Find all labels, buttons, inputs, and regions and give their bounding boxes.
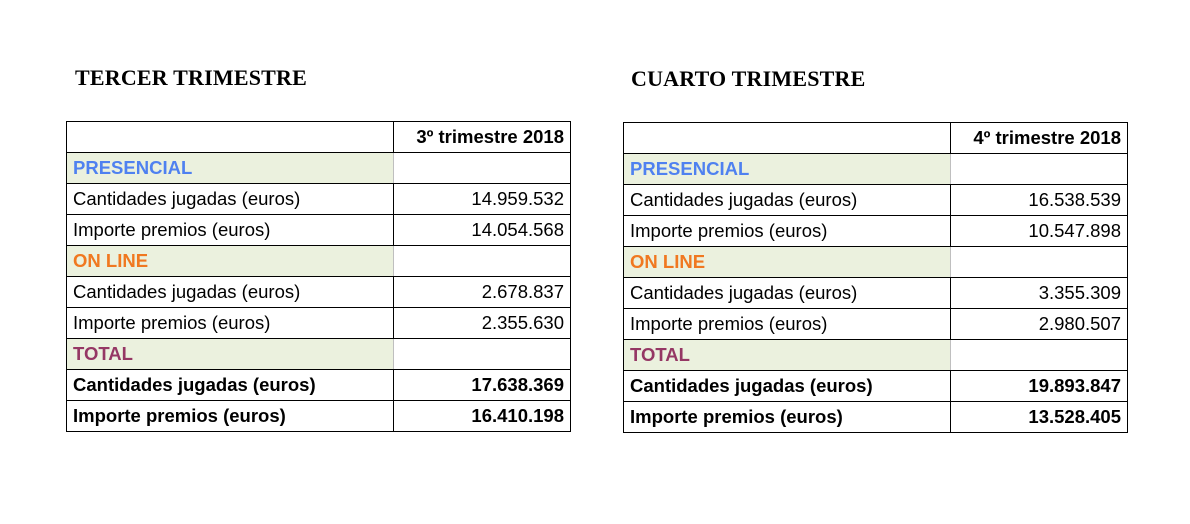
table-row [624, 371, 1128, 402]
row-value: 2.980.507 [951, 309, 1128, 340]
table-row [67, 184, 571, 215]
table-header-row [624, 123, 1128, 154]
table-row [624, 278, 1128, 309]
section-row-total [67, 339, 571, 370]
row-label: Importe premios (euros) [67, 401, 394, 432]
section-blank-cell [394, 153, 571, 184]
table-row [67, 215, 571, 246]
row-value: 2.678.837 [394, 277, 571, 308]
section-label-online: ON LINE [67, 246, 394, 277]
fourth-quarter-heading: CUARTO TRIMESTRE [631, 66, 866, 91]
section-blank-cell [951, 340, 1128, 371]
section-blank-cell [951, 154, 1128, 185]
row-value: 17.638.369 [394, 370, 571, 401]
row-label: Importe premios (euros) [624, 309, 951, 340]
table-row [624, 309, 1128, 340]
third-quarter-table [66, 121, 571, 432]
table-row [67, 370, 571, 401]
section-row-presencial [67, 153, 571, 184]
section-blank-cell [951, 247, 1128, 278]
fourth-quarter-table [623, 122, 1128, 433]
row-value: 14.959.532 [394, 184, 571, 215]
third-quarter-heading: TERCER TRIMESTRE [75, 65, 308, 90]
table-row [67, 277, 571, 308]
table-row [67, 308, 571, 339]
column-header: 3º trimestre 2018 [394, 122, 571, 153]
row-label: Cantidades jugadas (euros) [67, 184, 394, 215]
section-row-total [624, 340, 1128, 371]
section-row-presencial [624, 154, 1128, 185]
header-empty-cell [67, 122, 394, 153]
row-label: Cantidades jugadas (euros) [624, 185, 951, 216]
table-row [624, 216, 1128, 247]
row-label: Importe premios (euros) [67, 308, 394, 339]
section-blank-cell [394, 246, 571, 277]
row-value: 2.355.630 [394, 308, 571, 339]
row-value: 16.410.198 [394, 401, 571, 432]
table-row [624, 402, 1128, 433]
row-label: Importe premios (euros) [624, 402, 951, 433]
section-row-online [67, 246, 571, 277]
table-row [624, 185, 1128, 216]
row-value: 10.547.898 [951, 216, 1128, 247]
row-value: 19.893.847 [951, 371, 1128, 402]
row-label: Importe premios (euros) [67, 215, 394, 246]
row-label: Cantidades jugadas (euros) [67, 277, 394, 308]
section-label-total: TOTAL [67, 339, 394, 370]
row-label: Cantidades jugadas (euros) [624, 278, 951, 309]
row-value: 16.538.539 [951, 185, 1128, 216]
row-value: 3.355.309 [951, 278, 1128, 309]
row-label: Cantidades jugadas (euros) [624, 371, 951, 402]
table-row [67, 401, 571, 432]
row-label: Importe premios (euros) [624, 216, 951, 247]
row-value: 13.528.405 [951, 402, 1128, 433]
row-value: 14.054.568 [394, 215, 571, 246]
section-label-total: TOTAL [624, 340, 951, 371]
section-label-presencial: PRESENCIAL [67, 153, 394, 184]
section-blank-cell [394, 339, 571, 370]
row-label: Cantidades jugadas (euros) [67, 370, 394, 401]
section-label-online: ON LINE [624, 247, 951, 278]
section-label-presencial: PRESENCIAL [624, 154, 951, 185]
section-row-online [624, 247, 1128, 278]
table-header-row [67, 122, 571, 153]
column-header: 4º trimestre 2018 [951, 123, 1128, 154]
header-empty-cell [624, 123, 951, 154]
